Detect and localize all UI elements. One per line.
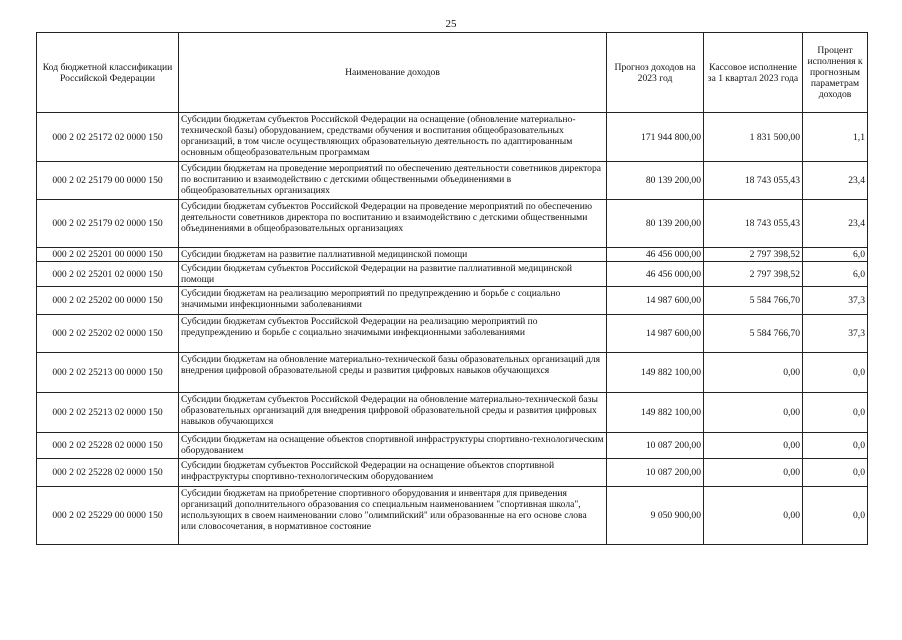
header-name: Наименование доходов [179, 33, 607, 113]
cell-cash: 0,00 [704, 353, 803, 393]
cell-name: Субсидии бюджетам на приобретение спортивного оборудования и инвентаря для приведения организаций дополнительного образования со специальным наименованием "спортивная школа", использующих в своем наименовании слово "олимпийский" или образованные на его основе слова или словосочетания, в нормативное состояние [179, 487, 607, 545]
cell-percent: 0,0 [803, 459, 868, 487]
cell-forecast: 80 139 200,00 [607, 200, 704, 248]
cell-percent: 37,3 [803, 315, 868, 353]
cell-name: Субсидии бюджетам на реализацию мероприятий по предупреждению и борьбе с социально значимыми инфекционными заболеваниями [179, 287, 607, 315]
cell-code: 000 2 02 25201 00 0000 150 [37, 248, 179, 262]
cell-forecast: 14 987 600,00 [607, 315, 704, 353]
cell-percent: 0,0 [803, 433, 868, 459]
table-row [37, 248, 868, 262]
cell-name: Субсидии бюджетам субъектов Российской Федерации на реализацию мероприятий по предупреждению и борьбе с социально значимыми инфекционными заболеваниями [179, 315, 607, 353]
cell-code: 000 2 02 25202 02 0000 150 [37, 315, 179, 353]
table-header-row [37, 33, 868, 113]
cell-name: Субсидии бюджетам на проведение мероприятий по обеспечению деятельности советников директора по воспитанию и взаимодействию с детскими общественными объединениями в общеобразовательных организациях [179, 162, 607, 200]
table-row [37, 459, 868, 487]
header-code: Код бюджетной классификации Российской Федерации [37, 33, 179, 113]
cell-percent: 0,0 [803, 393, 868, 433]
header-percent: Процент исполнения к прогнозным параметрам доходов [803, 33, 868, 113]
cell-name: Субсидии бюджетам на развитие паллиативной медицинской помощи [179, 248, 607, 262]
table-row [37, 200, 868, 248]
header-cash: Кассовое исполнение за 1 квартал 2023 года [704, 33, 803, 113]
cell-name: Субсидии бюджетам субъектов Российской Федерации на проведение мероприятий по обеспечению деятельности советников директора по воспитанию и взаимодействию с детскими общественными объединениями в общеобразовательных организациях [179, 200, 607, 248]
cell-percent: 0,0 [803, 487, 868, 545]
table-row [37, 162, 868, 200]
cell-percent: 23,4 [803, 200, 868, 248]
cell-cash: 0,00 [704, 487, 803, 545]
cell-code: 000 2 02 25228 02 0000 150 [37, 433, 179, 459]
cell-name: Субсидии бюджетам субъектов Российской Федерации на развитие паллиативной медицинской помощи [179, 262, 607, 287]
cell-name: Субсидии бюджетам на оснащение объектов спортивной инфраструктуры спортивно-технологическим оборудованием [179, 433, 607, 459]
cell-name: Субсидии бюджетам субъектов Российской Федерации на оснащение (обновление материально-технической базы) оборудованием, средствами обучения и воспитания общеобразовательных организаций, в том числе осуществляющих образовательную деятельность по адаптированным основным общеобразовательным программам [179, 113, 607, 162]
cell-code: 000 2 02 25228 02 0000 150 [37, 459, 179, 487]
cell-cash: 5 584 766,70 [704, 287, 803, 315]
cell-forecast: 80 139 200,00 [607, 162, 704, 200]
cell-percent: 6,0 [803, 248, 868, 262]
cell-forecast: 10 087 200,00 [607, 459, 704, 487]
cell-forecast: 10 087 200,00 [607, 433, 704, 459]
header-forecast: Прогноз доходов на 2023 год [607, 33, 704, 113]
cell-forecast: 46 456 000,00 [607, 262, 704, 287]
cell-code: 000 2 02 25213 02 0000 150 [37, 393, 179, 433]
cell-percent: 6,0 [803, 262, 868, 287]
cell-code: 000 2 02 25229 00 0000 150 [37, 487, 179, 545]
table-row [37, 393, 868, 433]
cell-percent: 37,3 [803, 287, 868, 315]
page-number: 25 [445, 18, 457, 30]
cell-cash: 1 831 500,00 [704, 113, 803, 162]
cell-cash: 0,00 [704, 433, 803, 459]
cell-cash: 18 743 055,43 [704, 200, 803, 248]
cell-code: 000 2 02 25202 00 0000 150 [37, 287, 179, 315]
cell-name: Субсидии бюджетам субъектов Российской Федерации на оснащение объектов спортивной инфраструктуры спортивно-технологическим оборудованием [179, 459, 607, 487]
cell-cash: 18 743 055,43 [704, 162, 803, 200]
cell-percent: 0,0 [803, 353, 868, 393]
cell-name: Субсидии бюджетам субъектов Российской Федерации на обновление материально-технической базы образовательных организаций для внедрения цифровой образовательной среды и развития цифровых навыков обучающихся [179, 393, 607, 433]
cell-code: 000 2 02 25179 02 0000 150 [37, 200, 179, 248]
cell-cash: 0,00 [704, 459, 803, 487]
table-row [37, 262, 868, 287]
cell-name: Субсидии бюджетам на обновление материально-технической базы образовательных организаций для внедрения цифровой образовательной среды и развития цифровых навыков обучающихся [179, 353, 607, 393]
cell-cash: 5 584 766,70 [704, 315, 803, 353]
table-row [37, 287, 868, 315]
cell-code: 000 2 02 25201 02 0000 150 [37, 262, 179, 287]
cell-cash: 0,00 [704, 393, 803, 433]
income-table [36, 32, 868, 545]
cell-code: 000 2 02 25213 00 0000 150 [37, 353, 179, 393]
table-row [37, 353, 868, 393]
cell-forecast: 14 987 600,00 [607, 287, 704, 315]
cell-forecast: 171 944 800,00 [607, 113, 704, 162]
table-row [37, 433, 868, 459]
table-row [37, 487, 868, 545]
table-row [37, 315, 868, 353]
cell-cash: 2 797 398,52 [704, 262, 803, 287]
cell-forecast: 9 050 900,00 [607, 487, 704, 545]
cell-forecast: 149 882 100,00 [607, 353, 704, 393]
cell-forecast: 46 456 000,00 [607, 248, 704, 262]
cell-forecast: 149 882 100,00 [607, 393, 704, 433]
table-row [37, 113, 868, 162]
cell-cash: 2 797 398,52 [704, 248, 803, 262]
cell-percent: 23,4 [803, 162, 868, 200]
cell-percent: 1,1 [803, 113, 868, 162]
cell-code: 000 2 02 25179 00 0000 150 [37, 162, 179, 200]
cell-code: 000 2 02 25172 02 0000 150 [37, 113, 179, 162]
